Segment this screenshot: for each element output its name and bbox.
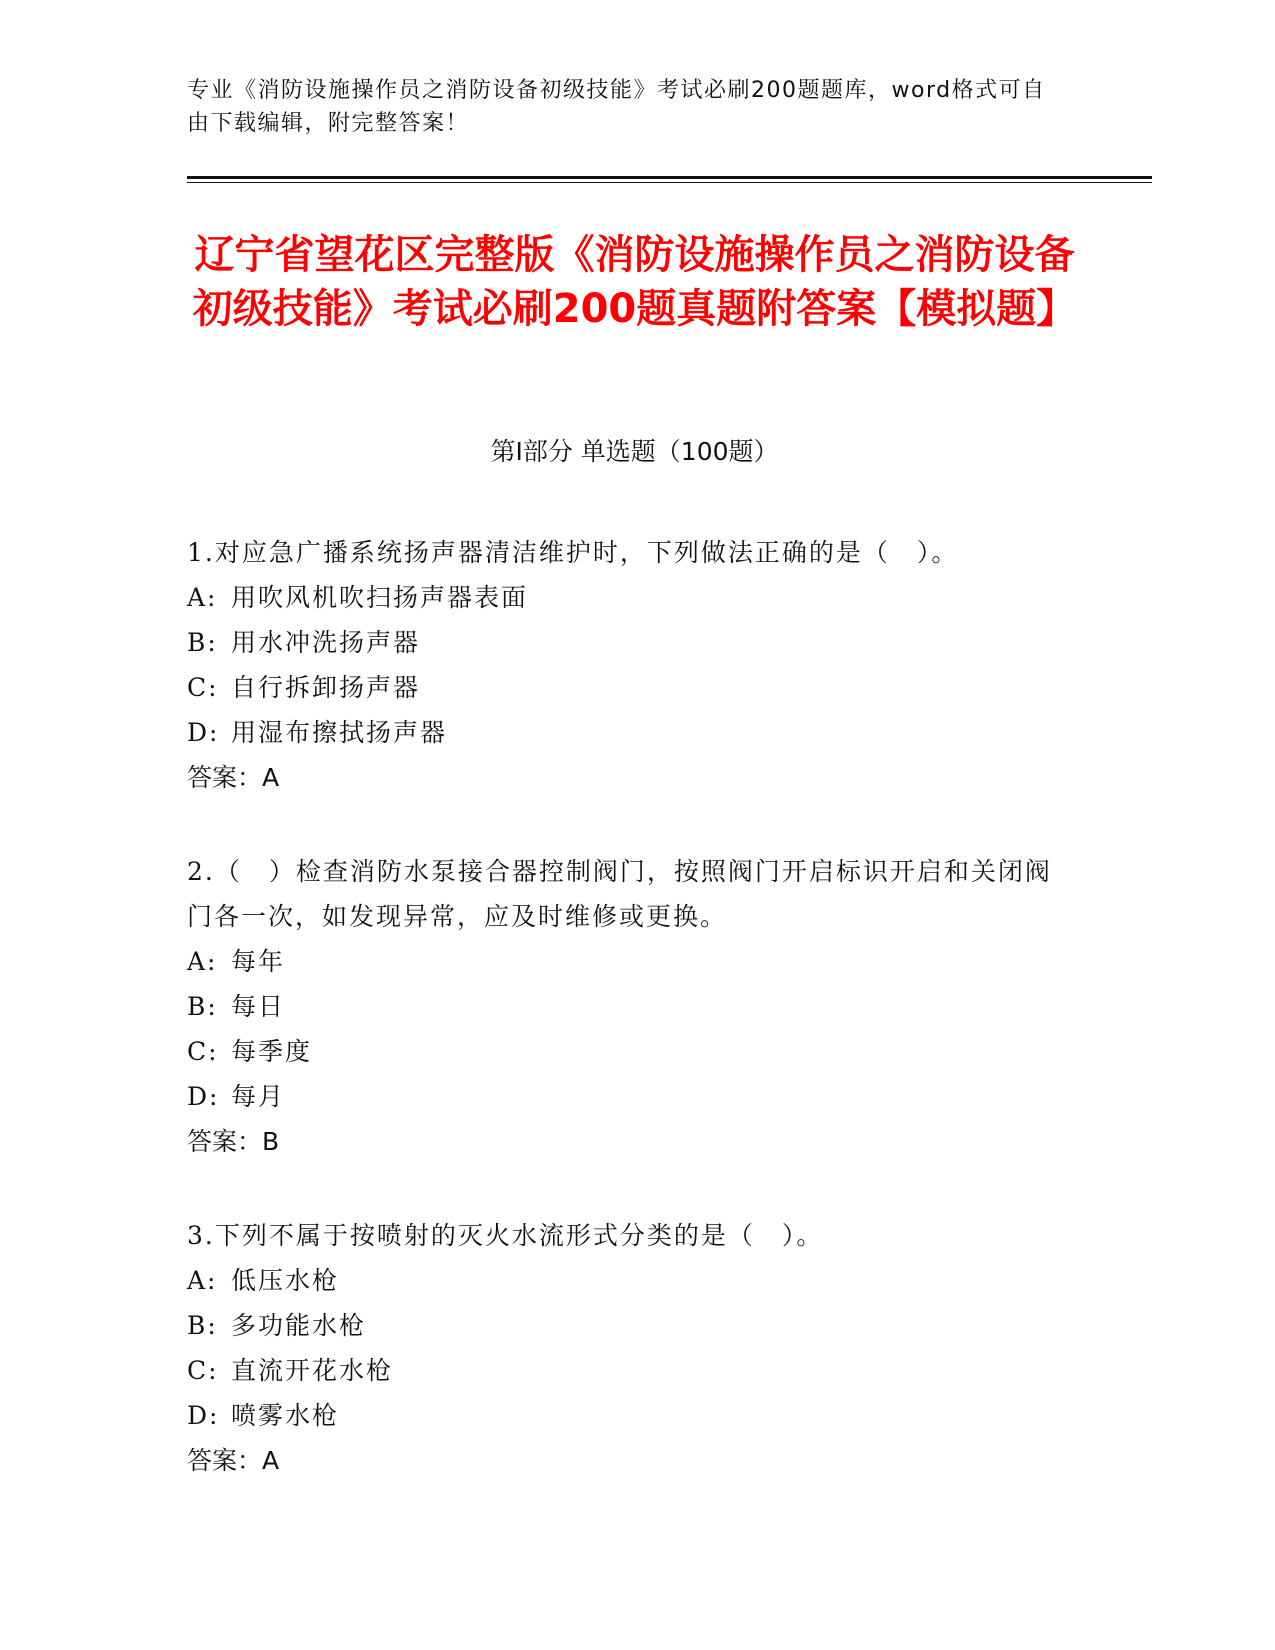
option-d [187,1393,1067,1438]
header-rule-thick [187,176,1152,179]
option-text: 用水冲洗扬声器 [231,628,421,657]
option-b [187,620,1067,665]
option-text: 每季度 [231,1037,313,1066]
option-letter: D: [187,1082,220,1111]
option-a [187,575,1067,620]
option-letter: B: [187,1311,218,1340]
option-text: 每月 [231,1082,286,1111]
answer-line: 答案：B [187,1127,280,1156]
option-letter: A: [187,1266,218,1295]
answer-line: 答案：A [187,1446,280,1475]
option-text: 低压水枪 [231,1266,340,1295]
option-letter: B: [187,992,218,1021]
option-text: 喷雾水枪 [231,1401,340,1430]
question-3 [187,1213,1067,1483]
question-stem: 1.对应急广播系统扬声器清洁维护时，下列做法正确的是（ ）。 [187,538,959,567]
header-note: 专业《消防设施操作员之消防设备初级技能》考试必刷200题题库，word格式可自由下载编辑，附完整答案！ [187,78,1046,136]
option-c [187,665,1067,710]
option-letter: C: [187,1356,219,1385]
option-letter: C: [187,673,219,702]
option-text: 自行拆卸扬声器 [231,673,421,702]
question-stem: 2.（ ）检查消防水泵接合器控制阀门，按照阀门开启标识开启和关闭阀门各一次，如发现异常，应及时维修或更换。 [187,857,1052,931]
answer-line: 答案：A [187,763,280,792]
question-2 [187,849,1067,1164]
option-d [187,710,1067,755]
option-text: 每年 [231,947,286,976]
option-letter: B: [187,628,218,657]
question-stem: 3.下列不属于按喷射的灭火水流形式分类的是（ ）。 [187,1221,824,1250]
option-text: 多功能水枪 [231,1311,367,1340]
header-rule-thin [187,182,1152,183]
option-c [187,1348,1067,1393]
option-letter: A: [187,947,218,976]
option-b [187,1303,1067,1348]
option-letter: C: [187,1037,219,1066]
document-title: 辽宁省望花区完整版《消防设施操作员之消防设备初级技能》考试必刷200题真题附答案【模拟题】 [192,232,1077,332]
option-text: 每日 [231,992,286,1021]
question-1 [187,530,1067,800]
option-text: 用湿布擦拭扬声器 [231,718,448,747]
option-letter: D: [187,1401,220,1430]
option-b [187,984,1067,1029]
section-heading: 第Ⅰ部分 单选题（100题） [490,437,779,466]
option-d [187,1074,1067,1119]
option-a [187,1258,1067,1303]
option-text: 用吹风机吹扫扬声器表面 [231,583,529,612]
option-letter: A: [187,583,218,612]
option-c [187,1029,1067,1074]
option-letter: D: [187,718,220,747]
option-text: 直流开花水枪 [231,1356,394,1385]
option-a [187,939,1067,984]
